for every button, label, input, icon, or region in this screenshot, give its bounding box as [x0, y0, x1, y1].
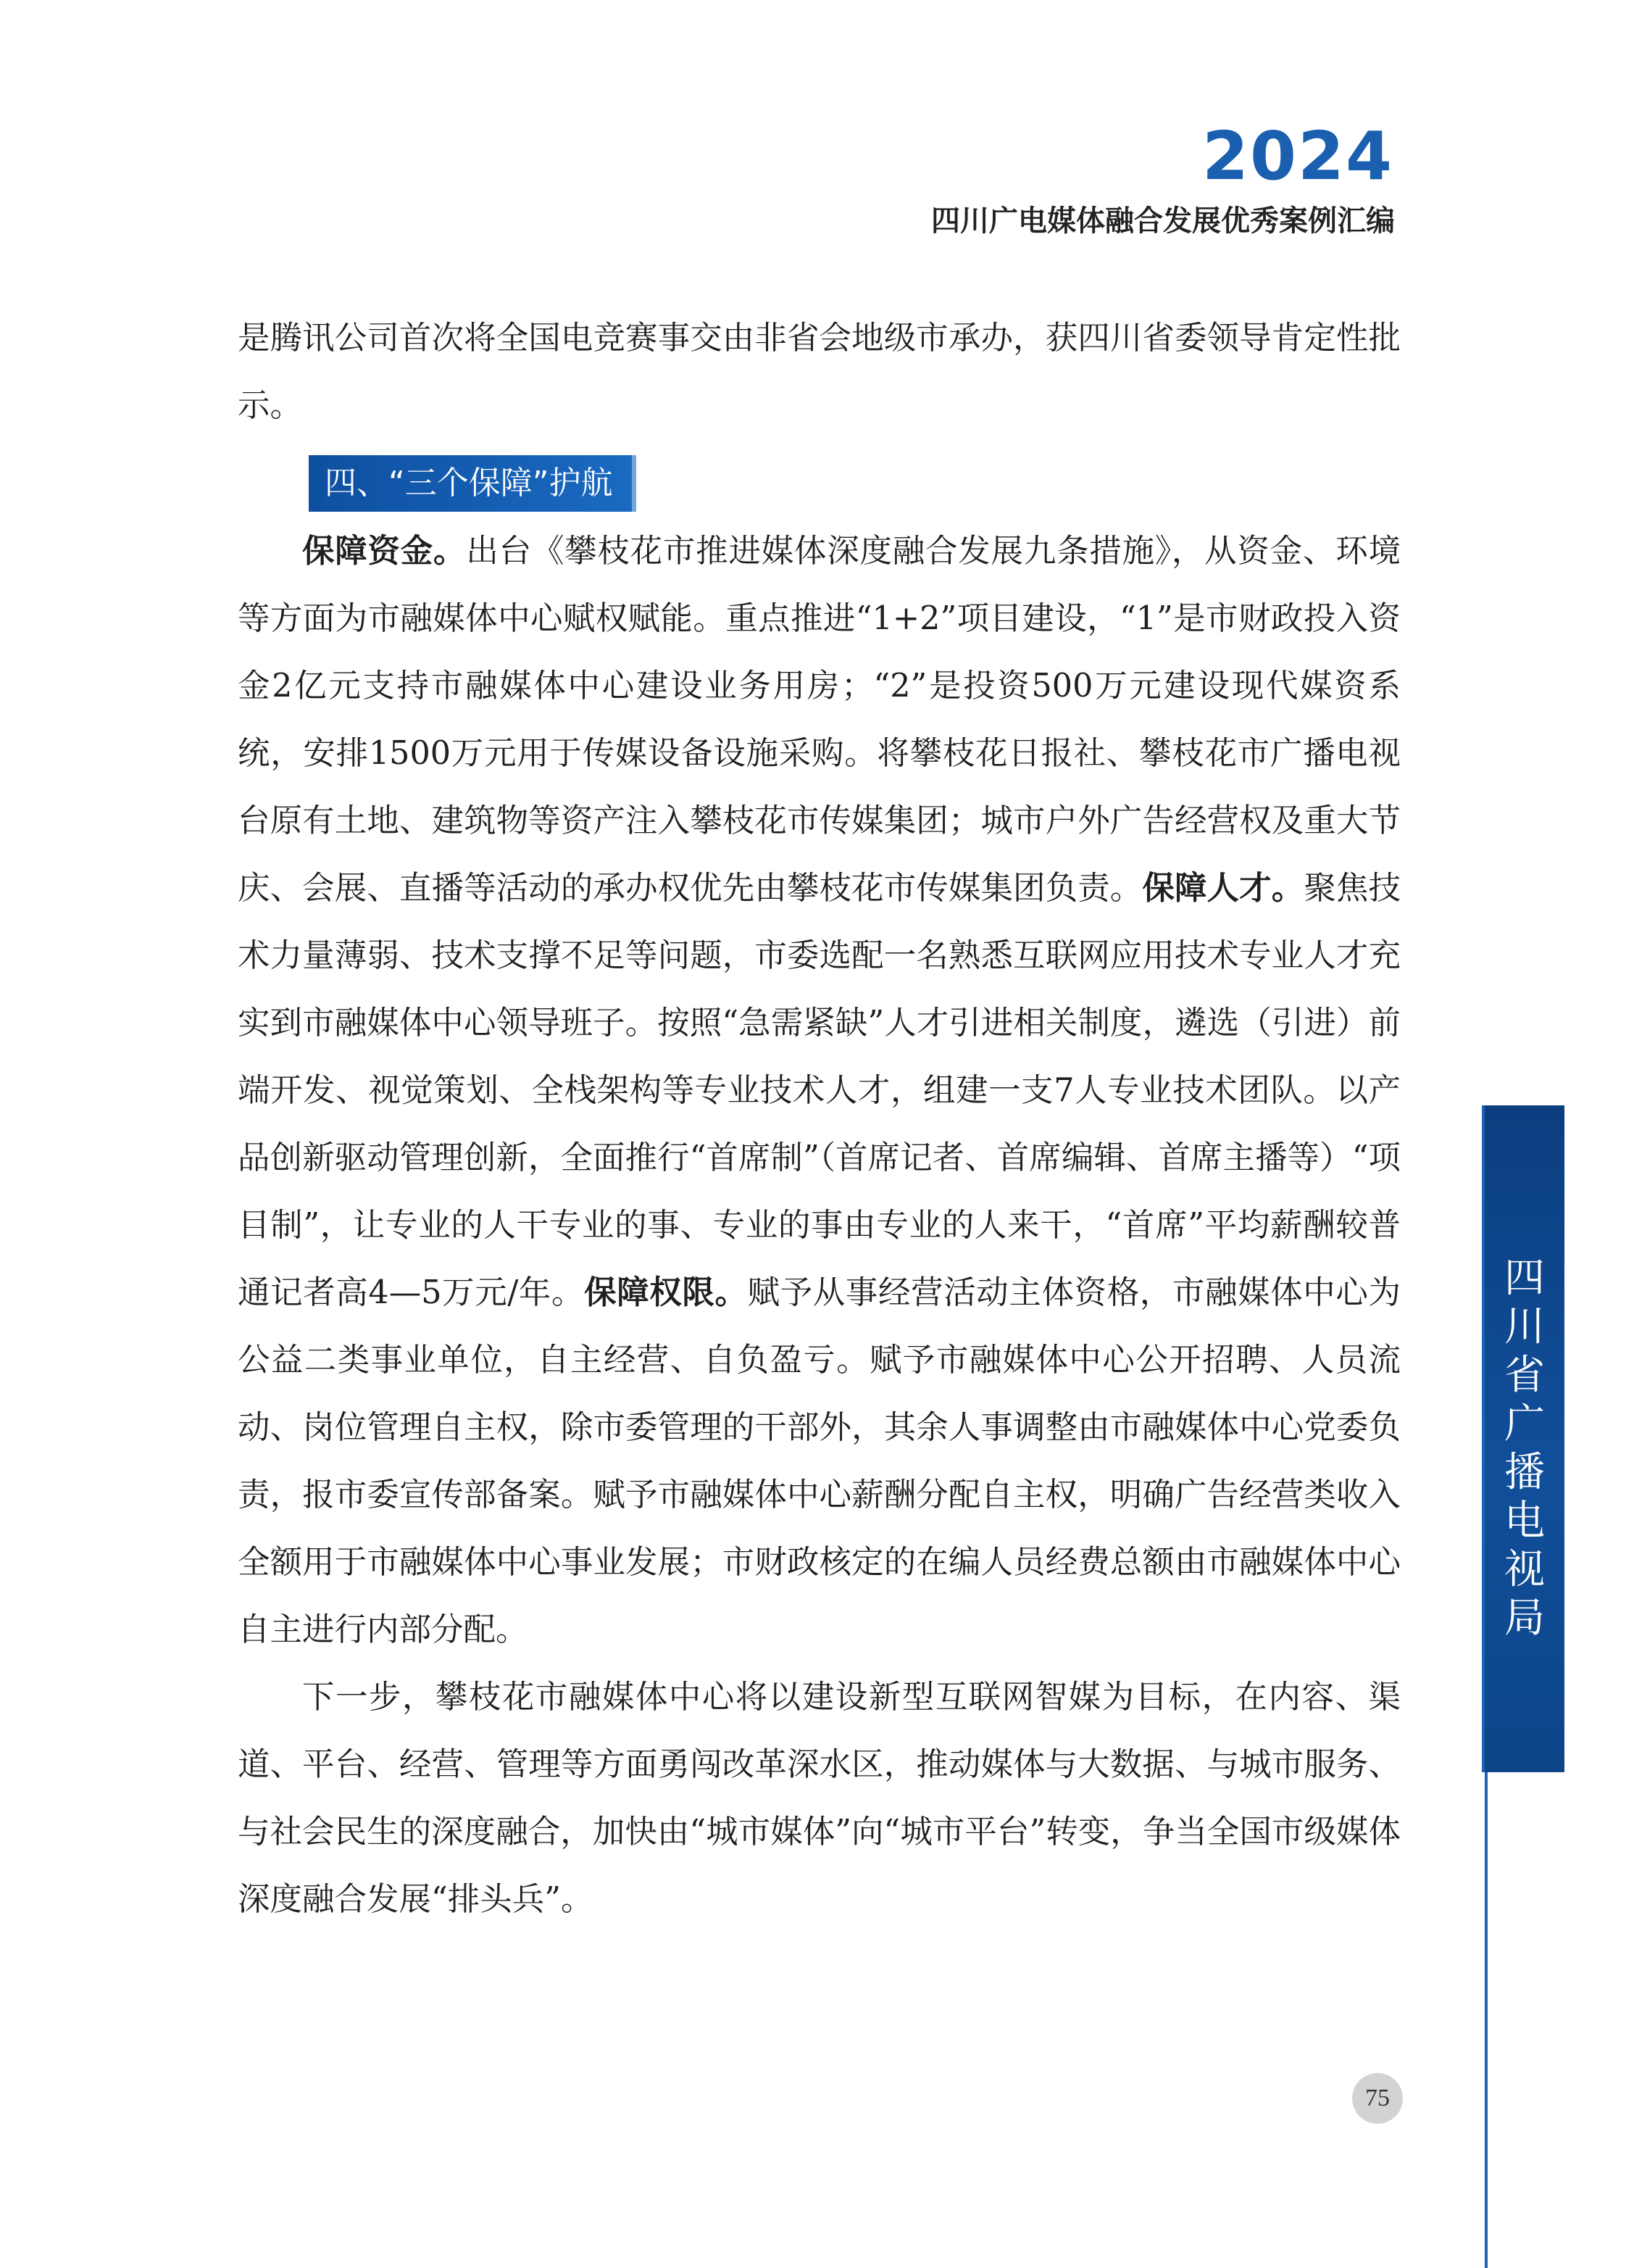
side-tab-char: 电: [1504, 1498, 1545, 1545]
side-tab: [1482, 1105, 1564, 1772]
side-tab-char: 省: [1504, 1352, 1545, 1399]
authority-text: 赋予从事经营活动主体资格，市融媒体中心为公益二类事业单位，自主经营、自负盈亏。赋予市融媒体中心公开招聘、人员流动、岗位管理自主权，除市委管理的干部外，其余人事调整由市融媒体中心党委负责，报市委宣传部备案。赋予市融媒体中心薪酬分配自主权，明确广告经营类收入全额用于市融媒体中心事业发展；市财政核定的在编人员经费总额由市融媒体中心自主进行内部分配。: [238, 1274, 1401, 1648]
guarantee-paragraph: [238, 518, 1401, 1663]
side-tab-char: 广: [1504, 1400, 1545, 1447]
header-year: 2024: [1201, 117, 1393, 195]
lead-talent: 保障人才。: [1142, 869, 1304, 907]
page-number: 75: [1352, 2073, 1403, 2124]
side-divider-line: [1485, 1772, 1488, 2268]
talent-text: 聚焦技术力量薄弱、技术支撑不足等问题，市委选配一名熟悉互联网应用技术专业人才充实到市融媒体中心领导班子。按照“急需紧缺”人才引进相关制度，遴选（引进）前端开发、视觉策划、全栈架构等专业技术人才，组建一支7人专业技术团队。以产品创新驱动管理创新，全面推行“首席制”（首席记者、首席编辑、首席主播等）“项目制”，让专业的人干专业的事、专业的事由专业的人来干，“首席”平均薪酬较普通记者高4—5万元/年。: [238, 870, 1401, 1311]
side-tab-char: 四: [1504, 1255, 1545, 1302]
side-tab-char: 川: [1504, 1303, 1545, 1350]
funding-text: 出台《攀枝花市推进媒体深度融合发展九条措施》，从资金、环境等方面为市融媒体中心赋权赋能。重点推进“1+2”项目建设，“1”是市财政投入资金2亿元支持市融媒体中心建设业务用房；“2”是投资500万元建设现代媒资系统，安排1500万元用于传媒设备设施采购。将攀枝花日报社、攀枝花市广播电视台原有土地、建筑物等资产注入攀枝花市传媒集团；城市户外广告经营权及重大节庆、会展、直播等活动的承办权优先由攀枝花市传媒集团负责。: [238, 533, 1401, 907]
side-tab-char: 视: [1504, 1546, 1545, 1593]
body-text: [238, 304, 1401, 1933]
side-tab-label: [1485, 1254, 1564, 1642]
side-tab-char: 局: [1504, 1595, 1545, 1642]
continuation-paragraph: 是腾讯公司首次将全国电竞赛事交由非省会地级市承办，获四川省委领导肯定性批示。: [238, 320, 1401, 424]
section-heading: 四、“三个保障”护航: [309, 455, 632, 512]
next-step-paragraph: 下一步，攀枝花市融媒体中心将以建设新型互联网智媒为目标，在内容、渠道、平台、经营、管理等方面勇闯改革深水区，推动媒体与大数据、与城市服务、与社会民生的深度融合，加快由“城市媒体”向“城市平台”转变，争当全国市级媒体深度融合发展“排头兵”。: [238, 1679, 1401, 1918]
header-subtitle: 四川广电媒体融合发展优秀案例汇编: [931, 204, 1395, 238]
lead-authority: 保障权限。: [584, 1274, 748, 1311]
side-tab-char: 播: [1504, 1449, 1545, 1496]
lead-funding: 保障资金。: [302, 532, 467, 570]
